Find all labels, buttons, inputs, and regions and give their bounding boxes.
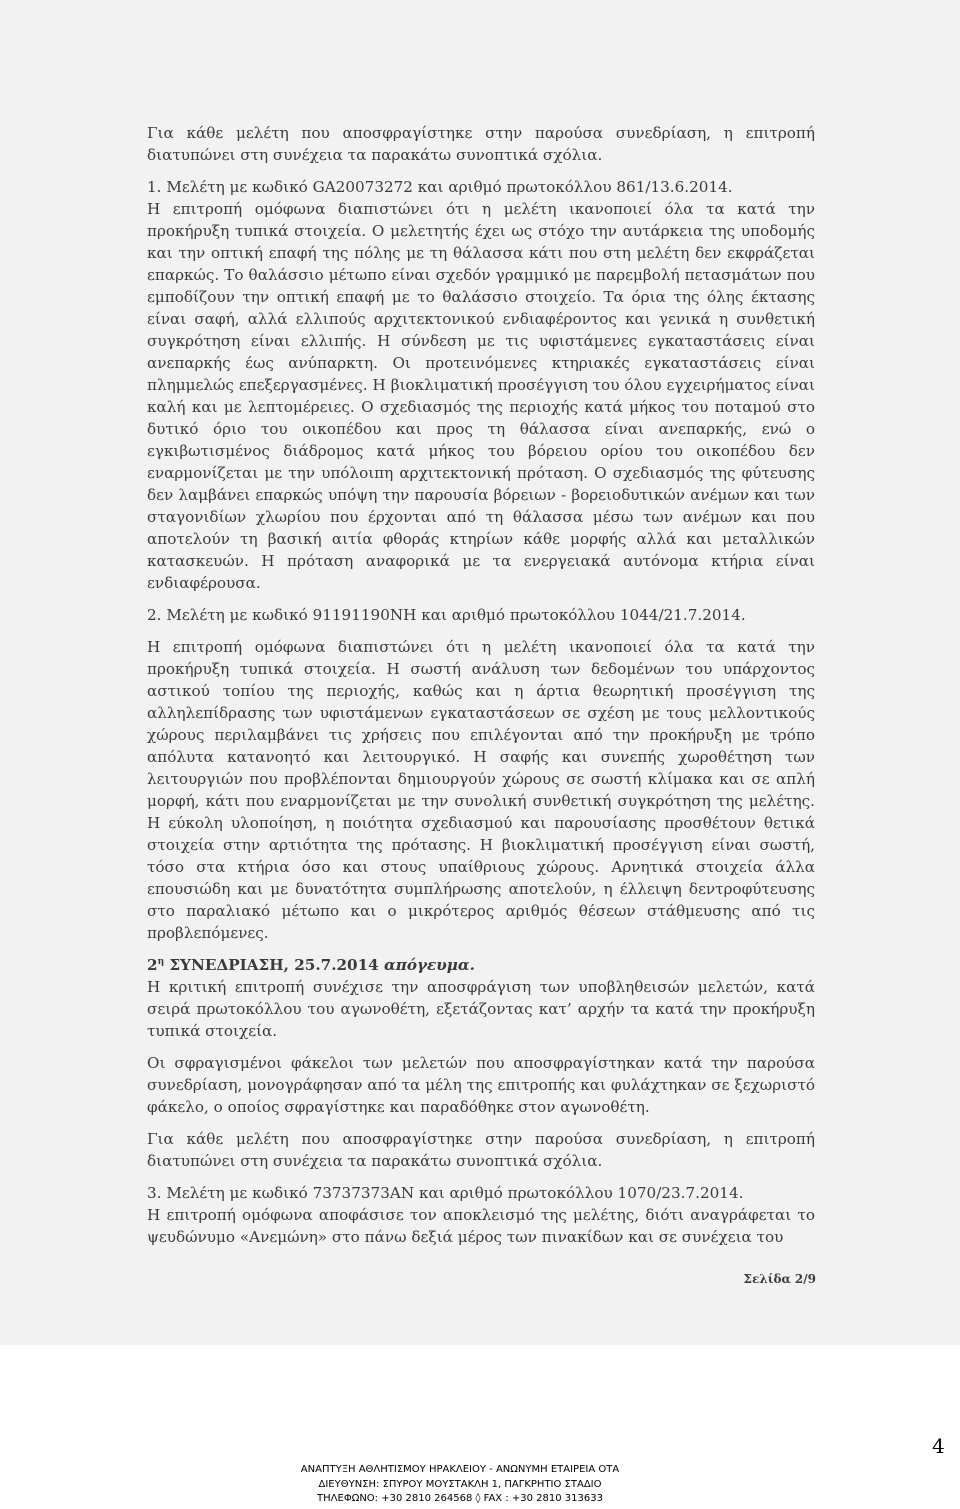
study-3-heading: 3. Μελέτη με κωδικό 73737373ΑΝ και αριθμό πρωτοκόλλου 1070/23.7.2014. — [147, 1184, 744, 1202]
session-time: απόγευμα. — [384, 956, 475, 974]
footer-company: ΑΝΑΠΤΥΞΗ ΑΘΛΗΤΙΣΜΟΥ ΗΡΑΚΛΕΙΟΥ - ΑΝΩΝΥΜΗ ΕΤΑΙΡΕΙΑ ΟΤΑ — [300, 1464, 620, 1475]
session-number: 2 — [147, 956, 158, 974]
sealed-envelopes-paragraph: Οι σφραγισμένοι φάκελοι των μελετών που αποσφραγίστηκαν κατά την παρούσα συνεδρίαση, μονογράφησαν από τα μέλη της επιτροπής και φυλάχτηκαν σε ξεχωριστό φάκελο, ο οποίος σφραγίστηκε και παραδόθηκε στον αγωνοθέτη. — [147, 1054, 815, 1116]
intro-paragraph-2: Για κάθε μελέτη που αποσφραγίστηκε στην παρούσα συνεδρίαση, η επιτροπή διατυπώνει στη συνέχεια τα παρακάτω συνοπτικά σχόλια. — [147, 1130, 815, 1170]
session-paragraph: Η κριτική επιτροπή συνέχισε την αποσφράγιση των υποβληθεισών μελετών, κατά σειρά πρωτοκόλλου του αγωνοθέτη, εξετάζοντας κατ’ αρχήν τα κατά την προκήρυξη τυπικά στοιχεία. — [147, 978, 815, 1040]
study-1-comments: Η επιτροπή ομόφωνα διαπιστώνει ότι η μελέτη ικανοποιεί όλα τα κατά την προκήρυξη τυπικά στοιχεία. Ο μελετητής έχει ως στόχο την αυτάρκεια της υποδομής και την οπτική επαφή της πόλης με τη θάλασσα κάτι που στη μελέτη δεν εκφράζεται επαρκώς. Το θαλάσσιο μέτωπο είναι σχεδόν γραμμικό με παρεμβολή πετασμάτων που εμποδίζουν την οπτική επαφή με το θαλάσσιο στοιχείο. Τα όρια της όλης έκτασης είναι σαφή, αλλά ελλιπούς αρχιτεκτονικού ενδιαφέροντος και γενικά η συνθετική συγκρότηση είναι ελλιπής. Η σύνδεση με τις υφιστάμενες εγκαταστάσεις είναι ανεπαρκής έως ανύπαρκτη. Οι προτεινόμενες κτηριακές εγκαταστάσεις είναι πλημμελώς επεξεργασμένες. Η βιοκλιματική προσέγγιση του όλου εγχειρήματος είναι καλή και με λεπτομέρειες. Ο σχεδιασμός της περιοχής κατά μήκος του ποταμού στο δυτικό όριο του οικοπέδου και προς τη θάλασσα είναι ανεπαρκής, ενώ ο εγκιβωτισμένος διάδρομος κατά μήκος του βόρειου ορίου του οικοπέδου δεν εναρμονίζεται με την υπόλοιπη αρχιτεκτονική πρόταση. Ο σχεδιασμός της φύτευσης δεν λαμβάνει επαρκώς υπόψη την παρουσία βόρειων - βορειοδυτικών ανέμων και των σταγονιδίων χλωρίου που έρχονται από τη θάλασσα μέσω των ανέμων και που αποτελούν τη βασική αιτία φθοράς κτηρίων κάθε μορφής αλλά και μεταλλικών κατασκευών. Η πρόταση αναφορικά με τα ενεργειακά αυτόνομα κτήρια είναι ενδιαφέρουσα. — [147, 200, 815, 592]
footer-contact: ΤΗΛΕΦΩΝΟ: +30 2810 264568 ◊ FAX : +30 2810 313633 — [317, 1493, 603, 1504]
session-ordinal: η — [157, 956, 165, 967]
study-1-heading: 1. Μελέτη με κωδικό GA20073272 και αριθμό πρωτοκόλλου 861/13.6.2014. — [147, 178, 733, 196]
study-2-comments: Η επιτροπή ομόφωνα διαπιστώνει ότι η μελέτη ικανοποιεί όλα τα κατά την προκήρυξη τυπικά στοιχεία. Η σωστή ανάλυση των δεδομένων του υπάρχοντος αστικού τοπίου της περιοχής, καθώς και η άρτια θεωρητική προσέγγιση της αλληλεπίδρασης των υφιστάμενων εγκαταστάσεων σε σχέση με τους μελλοντικούς χώρους περιλαμβάνει τις χρήσεις που επιλέγονται από την προκήρυξη με τρόπο απόλυτα κατανοητό και λειτουργικό. Η σαφής και συνεπής χωροθέτηση των λειτουργιών που προβλέπονται δημιουργούν χώρους σε σωστή κλίμακα και σε απλή μορφή, κάτι που εναρμονίζεται με την συνολική συνθετική συγκρότηση της μελέτης. Η εύκολη υλοποίηση, η ποιότητα σχεδιασμού και παρουσίασης προσθέτουν θετικά στοιχεία στην αρτιότητα της πρότασης. Η βιοκλιματική προσέγγιση είναι σωστή, τόσο στα κτήρια όσο και στους υπαίθριους χώρους. Αρνητικά στοιχεία άλλα επουσιώδη και με δυνατότητα συμπλήρωσης αποτελούν, η έλλειψη δεντροφύτευσης στο παραλιακό μέτωπο και ο μικρότερος αριθμός θέσεων στάθμευσης από τις προβλεπόμενες. — [147, 638, 815, 942]
footer-address: ΔΙΕΥΘΥΝΣΗ: ΣΠΥΡΟΥ ΜΟΥΣΤΑΚΛΗ 1, ΠΑΓΚΡΗΤΙΟ ΣΤΑΔΙΟ — [318, 1478, 602, 1490]
page-label: Σελίδα 2/9 — [743, 1272, 816, 1286]
study-2-heading: 2. Μελέτη με κωδικό 91191190ΝΗ και αριθμό πρωτοκόλλου 1044/21.7.2014. — [147, 606, 746, 624]
study-3-comments: Η επιτροπή ομόφωνα αποφάσισε τον αποκλεισμό της μελέτης, διότι αναγράφεται το ψευδώνυμο «Ανεμώνη» στο πάνω δεξιά μέρος των πινακίδων και σε συνέχεια του — [147, 1206, 815, 1246]
document-body — [147, 122, 815, 1248]
session-heading — [147, 954, 815, 976]
session-title: ΣΥΝΕΔΡΙΑΣΗ, 25.7.2014 — [164, 956, 385, 974]
intro-paragraph-1: Για κάθε μελέτη που αποσφραγίστηκε στην παρούσα συνεδρίαση, η επιτροπή διατυπώνει στη συνέχεια τα παρακάτω συνοπτικά σχόλια. — [147, 124, 815, 164]
side-page-number: 4 — [932, 1434, 945, 1458]
footer — [180, 1463, 740, 1507]
